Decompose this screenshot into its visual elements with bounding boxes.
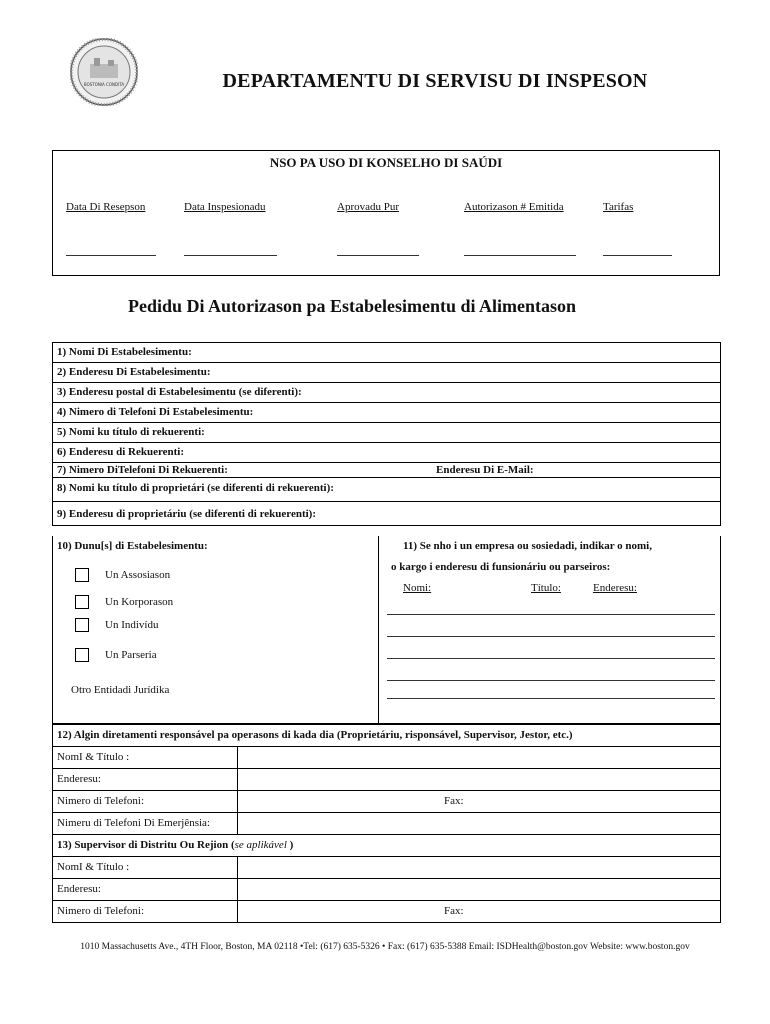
option-partnership[interactable] [75,648,157,664]
s13-address-row[interactable] [53,879,720,901]
officer-entry-line[interactable] [387,680,715,681]
section12-title [53,725,720,747]
s12-phone-row[interactable] [53,791,720,813]
option-label: Un Korporason [105,596,174,608]
field-establishment-address[interactable] [53,363,720,383]
s12-address-label: Enderesu: [57,773,101,785]
option-association[interactable] [75,568,171,584]
s13-fax-label: Fax: [444,905,464,917]
corporation-checkbox[interactable] [75,595,89,609]
section13-title-text: 13) Supervisor di Distritu Ou Rejion ( [57,839,235,851]
s12-address-row[interactable] [53,769,720,791]
cell-divider [237,813,238,834]
option-label: Un Indivídu [105,619,159,631]
s13-phone-label: Nimero di Telefoni: [57,905,145,917]
s13-phone-row[interactable] [53,901,720,923]
office-col-received-date: Data Di Resepson [66,201,146,213]
field-label: 3) Enderesu postal di Estabelesimentu (se diferenti): [57,386,302,398]
officers-header-title: Título: [531,582,561,594]
field-label: 4) Nimero di Telefoni Di Estabelesimentu: [57,406,254,418]
field-label: 7) Nimero DiTelefoni Di Rekuerenti: [57,464,228,476]
field-establishment-phone[interactable] [53,403,720,423]
establishment-info-table [52,342,721,526]
s13-name-label: NomI & Título : [57,861,130,873]
officer-entry-line[interactable] [387,614,715,615]
field-label: 6) Enderesu di Rekuerenti: [57,446,185,458]
office-use-box [52,150,720,276]
cell-divider [237,747,238,768]
page-title: DEPARTAMENTU DI SERVISU DI INSPESON [222,70,648,92]
officers-header-address: Enderesu: [593,582,637,594]
cell-divider [237,769,238,790]
form-title: Pedidu Di Autorizason pa Estabelesimentu di Alimentason [127,296,577,316]
office-line-approved-by[interactable] [337,255,419,256]
office-line-received-date[interactable] [66,255,156,256]
partnership-checkbox[interactable] [75,648,89,662]
officers-question-line1: 11) Se nho i un empresa ou sosiedadi, indikar o nomi, [403,540,652,552]
option-label: Un Assosiason [105,569,171,581]
section12-title-text: 12) Algin diretamenti responsável pa operasons di kada dia (Proprietáriu, risponsável, Supervisor, Jestor, etc.) [57,729,573,741]
officer-entry-line[interactable] [387,698,715,699]
section13-title-italic: se aplikável [234,839,287,851]
column-divider [378,536,379,723]
office-line-inspected-date[interactable] [184,255,277,256]
footer-contact-info: 1010 Massachusetts Ave., 4TH Floor, Boston, MA 02118 •Tel: (617) 635-5326 • Fax: (617) 635-5388 Email: ISDHealth@boston.gov Website: www.boston.gov [80,942,690,952]
s12-emergency-row[interactable] [53,813,720,835]
field-applicant-address[interactable] [53,443,720,463]
office-col-approved-by: Aprovadu Pur [337,201,400,213]
option-individual[interactable] [75,618,159,634]
office-col-permit-issued: Autorizason # Emitida [464,201,564,213]
field-label: 5) Nomi ku título di rekuerenti: [57,426,205,438]
officer-entry-line[interactable] [387,658,715,659]
field-applicant-name[interactable] [53,423,720,443]
field-owner-address[interactable] [53,502,720,526]
association-checkbox[interactable] [75,568,89,582]
officers-question-line2: o kargo i enderesu di funsionáriu ou parseiros: [391,561,611,573]
cell-divider [237,857,238,878]
other-legal-entity-label: Otro Entidadi Jurídika [71,684,170,696]
office-col-fees: Tarifas [603,201,634,213]
field-owner-name[interactable] [53,478,720,502]
s12-name-label: NomI & Título : [57,751,130,763]
office-line-fees[interactable] [603,255,672,256]
field-label: 1) Nomi Di Estabelesimentu: [57,346,192,358]
field-email-label: Enderesu Di E-Mail: [436,464,534,476]
s12-fax-label: Fax: [444,795,464,807]
city-seal-icon [70,38,138,106]
officer-entry-line[interactable] [387,636,715,637]
individual-checkbox[interactable] [75,618,89,632]
cell-divider [237,791,238,812]
option-corporation[interactable] [75,595,174,611]
ownership-type-label: 10) Dunu[s] di Estabelesimentu: [57,540,208,552]
responsible-persons-table [52,724,721,923]
s13-name-row[interactable] [53,857,720,879]
office-use-title: NSO PA USO DI KONSELHO DI SAÚDI [269,155,503,170]
section13-title-end: ) [286,839,294,851]
cell-divider [237,879,238,900]
section13-title [53,835,720,857]
field-establishment-name[interactable] [53,343,720,363]
s12-phone-label: Nimero di Telefoni: [57,795,145,807]
cell-divider [237,901,238,922]
ownership-section [52,536,721,724]
field-mailing-address[interactable] [53,383,720,403]
s12-name-row[interactable] [53,747,720,769]
field-label: 8) Nomi ku título di proprietári (se diferenti di rekuerenti): [57,482,334,494]
seal-text: BOSTONIA CONDITA [83,82,125,87]
office-col-inspected-date: Data Inspesionadu [184,201,266,213]
s12-emergency-label: Nimeru di Telefoni Di Emerjênsia: [57,817,210,829]
field-applicant-phone[interactable] [53,463,720,478]
officers-header-name: Nomi: [403,582,432,594]
option-label: Un Parseria [105,649,157,661]
office-line-permit-issued[interactable] [464,255,576,256]
field-label: 2) Enderesu Di Estabelesimentu: [57,366,211,378]
s13-address-label: Enderesu: [57,883,101,895]
field-label: 9) Enderesu di proprietáriu (se diferenti di rekuerenti): [57,508,316,520]
